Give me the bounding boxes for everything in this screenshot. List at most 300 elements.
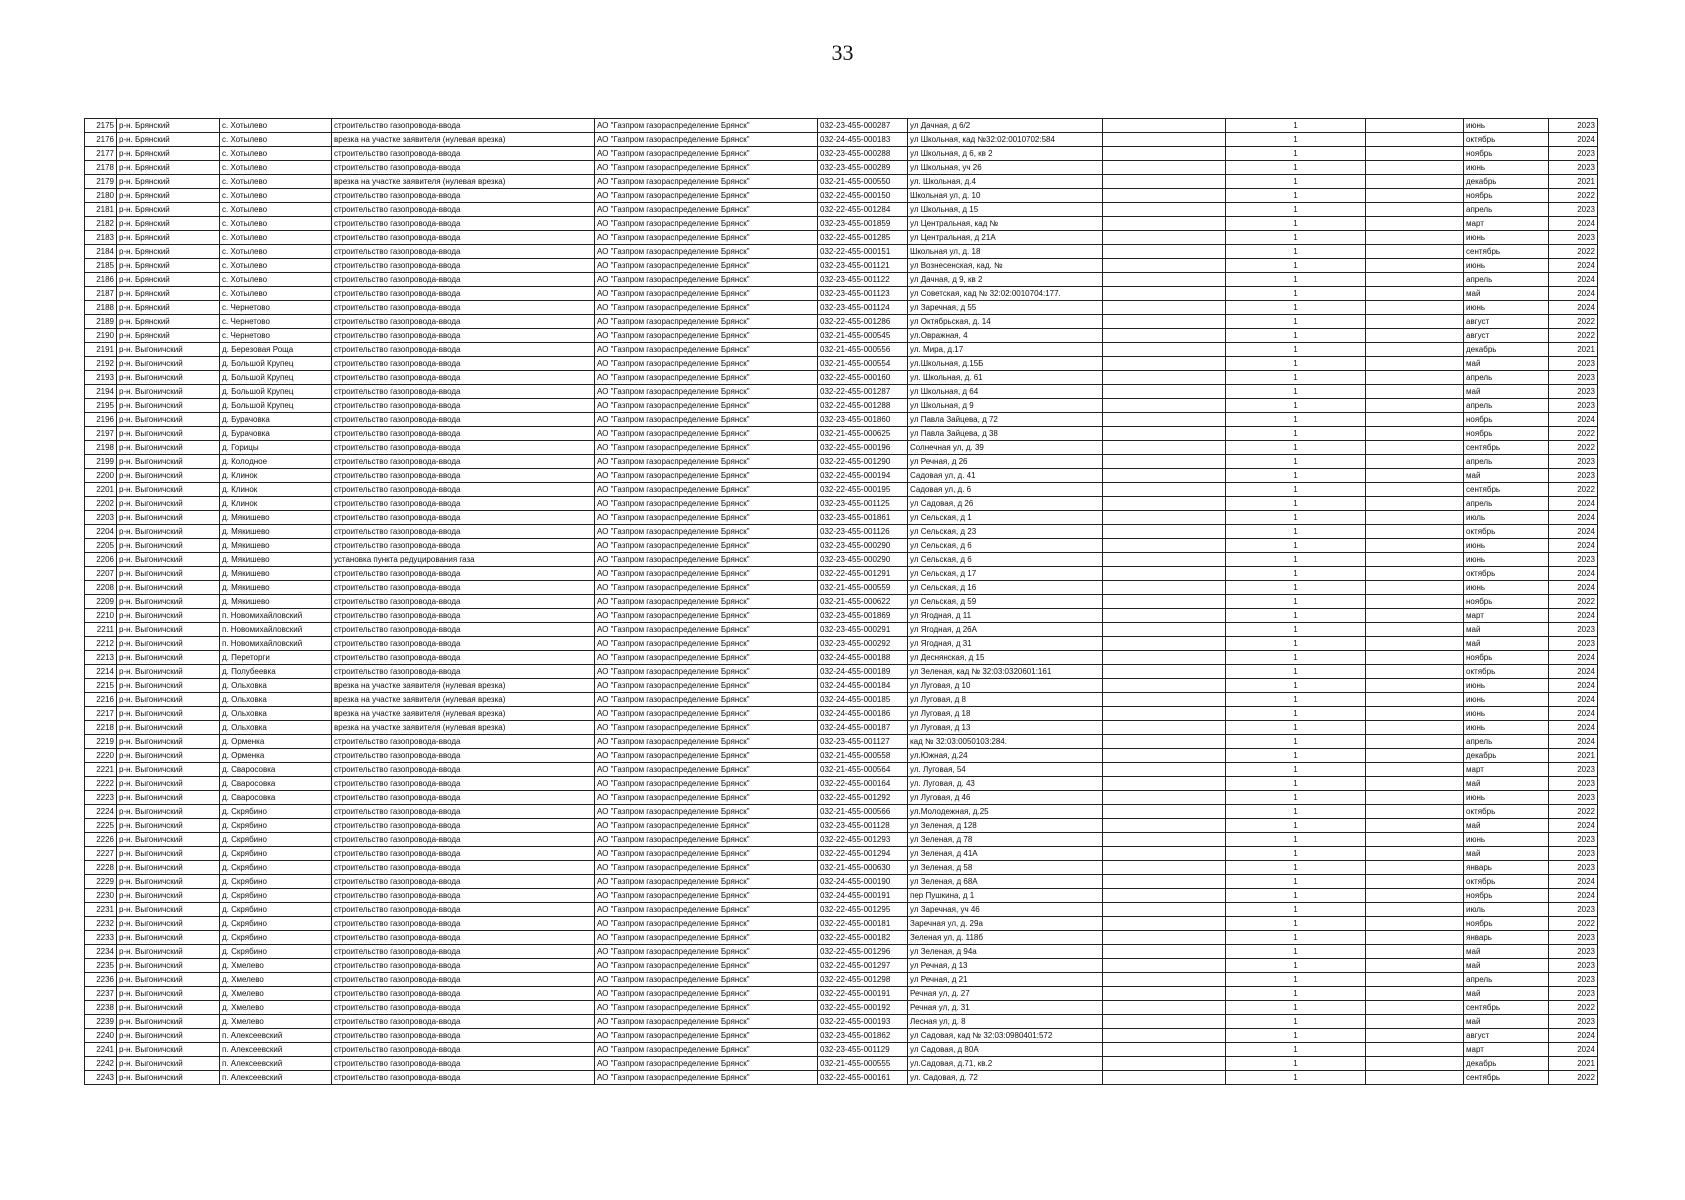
cell-settlement: д. Хмелево — [220, 1001, 332, 1015]
cell-gap — [1103, 665, 1226, 679]
table-row — [85, 273, 1598, 287]
cell-quantity: 1 — [1226, 175, 1366, 189]
cell-year: 2023 — [1549, 833, 1598, 847]
cell-row-number: 2212 — [85, 637, 117, 651]
cell-gap — [1103, 763, 1226, 777]
cell-quantity: 1 — [1226, 245, 1366, 259]
cell-row-number: 2211 — [85, 623, 117, 637]
cell-gap — [1103, 889, 1226, 903]
cell-blank — [1366, 735, 1464, 749]
cell-application-number: 032-24-455-000190 — [818, 875, 908, 889]
cell-district: р-н. Выгоничский — [117, 581, 220, 595]
table-row — [85, 609, 1598, 623]
cell-settlement: д. Переторги — [220, 651, 332, 665]
cell-work-type: врезка на участке заявителя (нулевая врезка) — [332, 175, 595, 189]
cell-year: 2022 — [1549, 805, 1598, 819]
cell-gap — [1103, 959, 1226, 973]
cell-blank — [1366, 567, 1464, 581]
cell-month: март — [1464, 1043, 1549, 1057]
cell-quantity: 1 — [1226, 315, 1366, 329]
cell-district: р-н. Выгоничский — [117, 777, 220, 791]
cell-gap — [1103, 329, 1226, 343]
cell-district: р-н. Выгоничский — [117, 539, 220, 553]
cell-year: 2023 — [1549, 231, 1598, 245]
table-row — [85, 119, 1598, 133]
cell-row-number: 2200 — [85, 469, 117, 483]
cell-address: ул Сельская, д 6 — [908, 539, 1103, 553]
cell-organization: АО "Газпром газораспределение Брянск" — [595, 287, 818, 301]
cell-district: р-н. Брянский — [117, 301, 220, 315]
table-row — [85, 595, 1598, 609]
cell-district: р-н. Выгоничский — [117, 721, 220, 735]
cell-quantity: 1 — [1226, 987, 1366, 1001]
cell-organization: АО "Газпром газораспределение Брянск" — [595, 665, 818, 679]
cell-district: р-н. Выгоничский — [117, 553, 220, 567]
cell-district: р-н. Выгоничский — [117, 567, 220, 581]
cell-application-number: 032-24-455-000185 — [818, 693, 908, 707]
cell-settlement: с. Хотылево — [220, 231, 332, 245]
cell-settlement: п. Алексеевский — [220, 1057, 332, 1071]
cell-quantity: 1 — [1226, 875, 1366, 889]
cell-district: р-н. Выгоничский — [117, 371, 220, 385]
cell-district: р-н. Выгоничский — [117, 861, 220, 875]
cell-row-number: 2178 — [85, 161, 117, 175]
cell-row-number: 2184 — [85, 245, 117, 259]
cell-organization: АО "Газпром газораспределение Брянск" — [595, 175, 818, 189]
cell-work-type: строительство газопровода-ввода — [332, 735, 595, 749]
cell-quantity: 1 — [1226, 721, 1366, 735]
cell-quantity: 1 — [1226, 693, 1366, 707]
cell-address: ул Дачная, д 9, кв 2 — [908, 273, 1103, 287]
cell-organization: АО "Газпром газораспределение Брянск" — [595, 791, 818, 805]
cell-district: р-н. Выгоничский — [117, 455, 220, 469]
cell-month: июнь — [1464, 693, 1549, 707]
cell-blank — [1366, 693, 1464, 707]
cell-settlement: д. Скрябино — [220, 833, 332, 847]
cell-blank — [1366, 357, 1464, 371]
cell-year: 2023 — [1549, 861, 1598, 875]
table-row — [85, 917, 1598, 931]
cell-gap — [1103, 343, 1226, 357]
cell-address: ул Павла Зайцева, д 38 — [908, 427, 1103, 441]
cell-row-number: 2225 — [85, 819, 117, 833]
cell-work-type: строительство газопровода-ввода — [332, 959, 595, 973]
cell-organization: АО "Газпром газораспределение Брянск" — [595, 441, 818, 455]
cell-settlement: с. Хотылево — [220, 119, 332, 133]
cell-application-number: 032-23-455-000289 — [818, 161, 908, 175]
cell-organization: АО "Газпром газораспределение Брянск" — [595, 749, 818, 763]
cell-settlement: п. Новомихайловский — [220, 609, 332, 623]
cell-gap — [1103, 875, 1226, 889]
cell-application-number: 032-23-455-001122 — [818, 273, 908, 287]
cell-month: октябрь — [1464, 525, 1549, 539]
cell-year: 2023 — [1549, 637, 1598, 651]
cell-work-type: строительство газопровода-ввода — [332, 245, 595, 259]
table-row — [85, 875, 1598, 889]
cell-quantity: 1 — [1226, 959, 1366, 973]
cell-settlement: с. Хотылево — [220, 217, 332, 231]
cell-month: июнь — [1464, 301, 1549, 315]
cell-month: март — [1464, 609, 1549, 623]
cell-district: р-н. Выгоничский — [117, 1015, 220, 1029]
cell-gap — [1103, 259, 1226, 273]
cell-quantity: 1 — [1226, 889, 1366, 903]
cell-settlement: д. Хмелево — [220, 973, 332, 987]
cell-year: 2022 — [1549, 1001, 1598, 1015]
cell-application-number: 032-22-455-001290 — [818, 455, 908, 469]
table-row — [85, 455, 1598, 469]
cell-work-type: установка пункта редуцирования газа — [332, 553, 595, 567]
cell-quantity: 1 — [1226, 301, 1366, 315]
cell-month: ноябрь — [1464, 413, 1549, 427]
cell-gap — [1103, 147, 1226, 161]
cell-year: 2023 — [1549, 469, 1598, 483]
cell-blank — [1366, 539, 1464, 553]
cell-gap — [1103, 623, 1226, 637]
cell-row-number: 2206 — [85, 553, 117, 567]
cell-gap — [1103, 301, 1226, 315]
cell-quantity: 1 — [1226, 259, 1366, 273]
cell-year: 2023 — [1549, 987, 1598, 1001]
cell-organization: АО "Газпром газораспределение Брянск" — [595, 721, 818, 735]
cell-application-number: 032-24-455-000188 — [818, 651, 908, 665]
cell-application-number: 032-22-455-000194 — [818, 469, 908, 483]
cell-gap — [1103, 693, 1226, 707]
cell-quantity: 1 — [1226, 805, 1366, 819]
cell-work-type: строительство газопровода-ввода — [332, 931, 595, 945]
cell-month: июнь — [1464, 721, 1549, 735]
cell-district: р-н. Выгоничский — [117, 357, 220, 371]
cell-address: ул Луговая, д 18 — [908, 707, 1103, 721]
cell-row-number: 2199 — [85, 455, 117, 469]
table-row — [85, 819, 1598, 833]
cell-work-type: строительство газопровода-ввода — [332, 1057, 595, 1071]
cell-year: 2023 — [1549, 161, 1598, 175]
cell-gap — [1103, 805, 1226, 819]
cell-work-type: строительство газопровода-ввода — [332, 805, 595, 819]
cell-work-type: строительство газопровода-ввода — [332, 161, 595, 175]
cell-month: июнь — [1464, 553, 1549, 567]
cell-month: декабрь — [1464, 343, 1549, 357]
cell-blank — [1366, 749, 1464, 763]
cell-month: ноябрь — [1464, 889, 1549, 903]
cell-settlement: д. Скрябино — [220, 819, 332, 833]
cell-organization: АО "Газпром газораспределение Брянск" — [595, 133, 818, 147]
cell-work-type: строительство газопровода-ввода — [332, 343, 595, 357]
cell-blank — [1366, 833, 1464, 847]
cell-organization: АО "Газпром газораспределение Брянск" — [595, 847, 818, 861]
table-row — [85, 1015, 1598, 1029]
cell-address: ул Сельская, д 1 — [908, 511, 1103, 525]
cell-organization: АО "Газпром газораспределение Брянск" — [595, 707, 818, 721]
cell-quantity: 1 — [1226, 623, 1366, 637]
cell-row-number: 2181 — [85, 203, 117, 217]
cell-blank — [1366, 119, 1464, 133]
cell-row-number: 2189 — [85, 315, 117, 329]
cell-application-number: 032-22-455-000151 — [818, 245, 908, 259]
cell-row-number: 2236 — [85, 973, 117, 987]
cell-year: 2024 — [1549, 497, 1598, 511]
cell-row-number: 2190 — [85, 329, 117, 343]
cell-row-number: 2180 — [85, 189, 117, 203]
cell-work-type: строительство газопровода-ввода — [332, 1029, 595, 1043]
cell-work-type: строительство газопровода-ввода — [332, 973, 595, 987]
cell-address: ул.Южная, д.24 — [908, 749, 1103, 763]
cell-settlement: д. Скрябино — [220, 805, 332, 819]
cell-month: июнь — [1464, 679, 1549, 693]
cell-address: ул Садовая, д 26 — [908, 497, 1103, 511]
cell-gap — [1103, 707, 1226, 721]
cell-year: 2023 — [1549, 455, 1598, 469]
cell-district: р-н. Выгоничский — [117, 875, 220, 889]
cell-row-number: 2201 — [85, 483, 117, 497]
cell-blank — [1366, 133, 1464, 147]
cell-address: ул.Школьная, д.15Б — [908, 357, 1103, 371]
cell-year: 2024 — [1549, 287, 1598, 301]
table-row — [85, 539, 1598, 553]
cell-row-number: 2198 — [85, 441, 117, 455]
cell-organization: АО "Газпром газораспределение Брянск" — [595, 861, 818, 875]
cell-settlement: д. Орменка — [220, 749, 332, 763]
table-row — [85, 567, 1598, 581]
cell-address: ул Луговая, д 10 — [908, 679, 1103, 693]
cell-application-number: 032-23-455-001129 — [818, 1043, 908, 1057]
cell-gap — [1103, 1029, 1226, 1043]
cell-month: май — [1464, 287, 1549, 301]
cell-blank — [1366, 231, 1464, 245]
cell-row-number: 2230 — [85, 889, 117, 903]
cell-gap — [1103, 595, 1226, 609]
cell-district: р-н. Выгоничский — [117, 987, 220, 1001]
cell-quantity: 1 — [1226, 413, 1366, 427]
cell-address: ул Школьная, кад №32:02:0010702:584 — [908, 133, 1103, 147]
cell-quantity: 1 — [1226, 1015, 1366, 1029]
table-row — [85, 987, 1598, 1001]
cell-gap — [1103, 245, 1226, 259]
cell-district: р-н. Выгоничский — [117, 805, 220, 819]
cell-month: октябрь — [1464, 875, 1549, 889]
cell-blank — [1366, 175, 1464, 189]
cell-address: ул Луговая, д 8 — [908, 693, 1103, 707]
cell-application-number: 032-23-455-001859 — [818, 217, 908, 231]
table-row — [85, 1071, 1598, 1085]
table-row — [85, 329, 1598, 343]
cell-year: 2022 — [1549, 189, 1598, 203]
cell-settlement: д. Мякишево — [220, 595, 332, 609]
cell-month: апрель — [1464, 455, 1549, 469]
cell-month: июнь — [1464, 791, 1549, 805]
cell-address: ул Школьная, д 15 — [908, 203, 1103, 217]
cell-gap — [1103, 651, 1226, 665]
table-row — [85, 847, 1598, 861]
cell-row-number: 2217 — [85, 707, 117, 721]
cell-district: р-н. Выгоничский — [117, 399, 220, 413]
cell-quantity: 1 — [1226, 329, 1366, 343]
cell-settlement: п. Алексеевский — [220, 1071, 332, 1085]
table-row — [85, 693, 1598, 707]
cell-application-number: 032-22-455-000160 — [818, 371, 908, 385]
cell-month: апрель — [1464, 497, 1549, 511]
table-row — [85, 665, 1598, 679]
cell-application-number: 032-23-455-001860 — [818, 413, 908, 427]
table-row — [85, 861, 1598, 875]
cell-quantity: 1 — [1226, 441, 1366, 455]
cell-year: 2023 — [1549, 1015, 1598, 1029]
cell-district: р-н. Выгоничский — [117, 917, 220, 931]
cell-organization: АО "Газпром газораспределение Брянск" — [595, 413, 818, 427]
cell-work-type: строительство газопровода-ввода — [332, 1071, 595, 1085]
cell-address: ул Зеленая, д 78 — [908, 833, 1103, 847]
cell-address: ул Луговая, д 13 — [908, 721, 1103, 735]
cell-application-number: 032-21-455-000625 — [818, 427, 908, 441]
cell-year: 2023 — [1549, 959, 1598, 973]
cell-address: ул Зеленая, д 41А — [908, 847, 1103, 861]
cell-gap — [1103, 609, 1226, 623]
cell-quantity: 1 — [1226, 665, 1366, 679]
cell-gap — [1103, 483, 1226, 497]
cell-quantity: 1 — [1226, 553, 1366, 567]
cell-district: р-н. Выгоничский — [117, 483, 220, 497]
cell-blank — [1366, 931, 1464, 945]
cell-address: Садовая ул, д. 6 — [908, 483, 1103, 497]
cell-gap — [1103, 469, 1226, 483]
cell-organization: АО "Газпром газораспределение Брянск" — [595, 357, 818, 371]
cell-address: ул Заречная, уч 46 — [908, 903, 1103, 917]
cell-settlement: д. Мякишево — [220, 525, 332, 539]
cell-gap — [1103, 203, 1226, 217]
cell-organization: АО "Газпром газораспределение Брянск" — [595, 693, 818, 707]
cell-address: ул Октябрьская, д. 14 — [908, 315, 1103, 329]
cell-row-number: 2215 — [85, 679, 117, 693]
table-row — [85, 581, 1598, 595]
cell-district: р-н. Выгоничский — [117, 651, 220, 665]
cell-address: Школьная ул, д. 10 — [908, 189, 1103, 203]
cell-month: май — [1464, 959, 1549, 973]
cell-year: 2023 — [1549, 847, 1598, 861]
cell-work-type: строительство газопровода-ввода — [332, 329, 595, 343]
cell-month: июнь — [1464, 119, 1549, 133]
cell-district: р-н. Выгоничский — [117, 1029, 220, 1043]
cell-row-number: 2188 — [85, 301, 117, 315]
cell-address: ул. Садовая, д. 72 — [908, 1071, 1103, 1085]
cell-address: ул. Школьная, д.4 — [908, 175, 1103, 189]
cell-address: ул Сельская, д 23 — [908, 525, 1103, 539]
cell-district: р-н. Брянский — [117, 119, 220, 133]
cell-district: р-н. Выгоничский — [117, 497, 220, 511]
cell-work-type: строительство газопровода-ввода — [332, 665, 595, 679]
cell-blank — [1366, 483, 1464, 497]
cell-application-number: 032-23-455-001125 — [818, 497, 908, 511]
cell-gap — [1103, 819, 1226, 833]
cell-address: ул Садовая, д 80А — [908, 1043, 1103, 1057]
cell-blank — [1366, 861, 1464, 875]
cell-address: ул Павла Зайцева, д 72 — [908, 413, 1103, 427]
cell-district: р-н. Выгоничский — [117, 1043, 220, 1057]
cell-quantity: 1 — [1226, 847, 1366, 861]
cell-year: 2023 — [1549, 399, 1598, 413]
table-row — [85, 833, 1598, 847]
cell-row-number: 2229 — [85, 875, 117, 889]
cell-gap — [1103, 273, 1226, 287]
cell-work-type: врезка на участке заявителя (нулевая врезка) — [332, 679, 595, 693]
cell-month: декабрь — [1464, 749, 1549, 763]
cell-settlement: с. Чернетово — [220, 329, 332, 343]
cell-address: Зеленая ул, д. 118б — [908, 931, 1103, 945]
table-row — [85, 231, 1598, 245]
cell-quantity: 1 — [1226, 371, 1366, 385]
cell-gap — [1103, 581, 1226, 595]
cell-address: ул. Луговая, д. 43 — [908, 777, 1103, 791]
table-row — [85, 147, 1598, 161]
cell-organization: АО "Газпром газораспределение Брянск" — [595, 581, 818, 595]
cell-application-number: 032-22-455-001296 — [818, 945, 908, 959]
cell-month: июнь — [1464, 707, 1549, 721]
cell-settlement: с. Хотылево — [220, 203, 332, 217]
table-row — [85, 637, 1598, 651]
cell-gap — [1103, 833, 1226, 847]
cell-year: 2024 — [1549, 581, 1598, 595]
cell-district: р-н. Выгоничский — [117, 413, 220, 427]
cell-work-type: строительство газопровода-ввода — [332, 497, 595, 511]
cell-row-number: 2202 — [85, 497, 117, 511]
cell-year: 2023 — [1549, 371, 1598, 385]
cell-settlement: д. Мякишево — [220, 567, 332, 581]
table-row — [85, 903, 1598, 917]
cell-organization: АО "Газпром газораспределение Брянск" — [595, 273, 818, 287]
cell-gap — [1103, 231, 1226, 245]
cell-row-number: 2194 — [85, 385, 117, 399]
cell-application-number: 032-23-455-001121 — [818, 259, 908, 273]
cell-district: р-н. Выгоничский — [117, 693, 220, 707]
registry-rows — [85, 119, 1598, 1085]
cell-address: ул.Садовая, д.71, кв.2 — [908, 1057, 1103, 1071]
cell-quantity: 1 — [1226, 749, 1366, 763]
cell-settlement: п. Алексеевский — [220, 1029, 332, 1043]
cell-organization: АО "Газпром газораспределение Брянск" — [595, 833, 818, 847]
cell-organization: АО "Газпром газораспределение Брянск" — [595, 245, 818, 259]
cell-work-type: врезка на участке заявителя (нулевая врезка) — [332, 133, 595, 147]
cell-district: р-н. Выгоничский — [117, 763, 220, 777]
cell-application-number: 032-23-455-001127 — [818, 735, 908, 749]
cell-work-type: строительство газопровода-ввода — [332, 189, 595, 203]
cell-organization: АО "Газпром газораспределение Брянск" — [595, 427, 818, 441]
cell-work-type: строительство газопровода-ввода — [332, 917, 595, 931]
cell-application-number: 032-22-455-000196 — [818, 441, 908, 455]
cell-work-type: строительство газопровода-ввода — [332, 875, 595, 889]
cell-year: 2024 — [1549, 693, 1598, 707]
cell-work-type: строительство газопровода-ввода — [332, 819, 595, 833]
cell-settlement: д. Клинок — [220, 469, 332, 483]
cell-application-number: 032-22-455-000193 — [818, 1015, 908, 1029]
cell-gap — [1103, 945, 1226, 959]
cell-blank — [1366, 721, 1464, 735]
cell-blank — [1366, 651, 1464, 665]
cell-year: 2022 — [1549, 595, 1598, 609]
cell-settlement: с. Хотылево — [220, 245, 332, 259]
cell-gap — [1103, 497, 1226, 511]
cell-quantity: 1 — [1226, 581, 1366, 595]
cell-application-number: 032-22-455-000181 — [818, 917, 908, 931]
cell-blank — [1366, 273, 1464, 287]
cell-year: 2023 — [1549, 357, 1598, 371]
cell-address: ул Сельская, д 16 — [908, 581, 1103, 595]
cell-settlement: с. Хотылево — [220, 189, 332, 203]
cell-application-number: 032-24-455-000189 — [818, 665, 908, 679]
cell-gap — [1103, 455, 1226, 469]
table-row — [85, 399, 1598, 413]
cell-organization: АО "Газпром газораспределение Брянск" — [595, 315, 818, 329]
cell-district: р-н. Выгоничский — [117, 469, 220, 483]
